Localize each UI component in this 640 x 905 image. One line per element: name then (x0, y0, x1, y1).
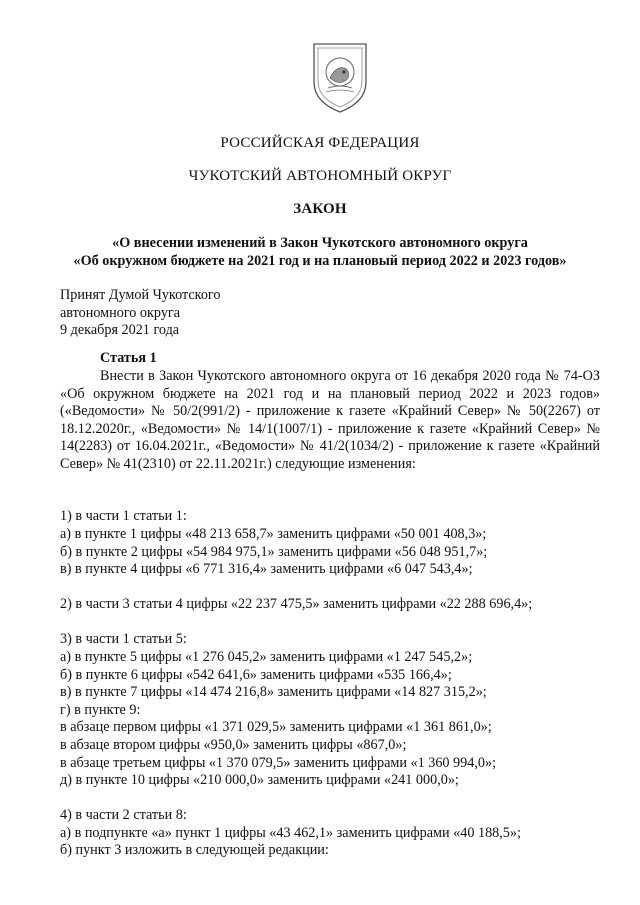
adoption-line-1: Принят Думой Чукотского (60, 287, 221, 303)
adoption-line-2: автономного округа (60, 304, 181, 321)
coat-of-arms-emblem (300, 38, 380, 116)
list-item: в) в пункте 4 цифры «6 771 316,4» заменить цифрами «6 047 543,4»; (60, 561, 473, 577)
header-country: РОССИЙСКАЯ ФЕДЕРАЦИЯ (220, 135, 420, 151)
list-item: в) в пункте 7 цифры «14 474 216,8» заменить цифрами «14 827 315,2»; (60, 684, 487, 700)
list-item: в абзаце первом цифры «1 371 029,5» заменить цифрами «1 361 861,0»; (60, 719, 492, 735)
list-item: 4) в части 2 статьи 8: (60, 807, 187, 823)
list-item: 2) в части 3 статьи 4 цифры «22 237 475,5» заменить цифрами «22 288 696,4»; (60, 596, 533, 612)
list-item: а) в пункте 5 цифры «1 276 045,2» заменить цифрами «1 247 545,2»; (60, 649, 473, 665)
adoption-date: 9 декабря 2021 года (60, 322, 180, 338)
list-item: б) пункт 3 изложить в следующей редакции: (60, 842, 329, 858)
list-item: г) в пункте 9: (60, 702, 141, 718)
list-item: б) в пункте 2 цифры «54 984 975,1» заменить цифрами «56 048 951,7»; (60, 544, 488, 560)
list-item: в абзаце втором цифры «950,0» заменить цифры «867,0»; (60, 737, 407, 753)
list-item: д) в пункте 10 цифры «210 000,0» заменить цифрами «241 000,0»; (60, 772, 459, 788)
article-heading: Статья 1 (100, 350, 157, 366)
list-item: а) в пункте 1 цифры «48 213 658,7» заменить цифрами «50 001 408,3»; (60, 526, 487, 542)
list-item: 3) в части 1 статьи 5: (60, 631, 187, 647)
article-intro: Внести в Закон Чукотского автономного округа от 16 декабря 2020 года № 74-ОЗ «Об окружном бюджете на 2021 год и на плановый период 2022 и 2023 годов» («Ведомости» № 50/2(991/2) - приложение к газете «Крайний Север» № 50(2267) от 18.12.2020г., «Ведомости» № 14/1(1007/1) - приложение к газете «Крайний Север» № 14(2283) от 16.04.2021г., «Ведомости» № 41/2(1034/2) - приложение к газете «Крайний Север» № 41(2310) от 22.11.2021г.) следующие изменения: (60, 368, 600, 472)
law-title-line-2: «Об окружном бюджете на 2021 год и на плановый период 2022 и 2023 годов» (73, 253, 567, 269)
document-type: ЗАКОН (293, 201, 347, 217)
list-item: в абзаце третьем цифры «1 370 079,5» заменить цифрами «1 360 994,0»; (60, 755, 497, 771)
list-item: а) в подпункте «а» пункт 1 цифры «43 462,1» заменить цифрами «40 188,5»; (60, 825, 521, 841)
adoption-block (60, 287, 220, 340)
list-item: 1) в части 1 статьи 1: (60, 508, 187, 524)
law-title-line-1: «О внесении изменений в Закон Чукотского автономного округа (112, 235, 528, 251)
list-item: б) в пункте 6 цифры «542 641,6» заменить цифрами «535 166,4»; (60, 667, 452, 683)
header-region: ЧУКОТСКИЙ АВТОНОМНЫЙ ОКРУГ (188, 168, 452, 184)
